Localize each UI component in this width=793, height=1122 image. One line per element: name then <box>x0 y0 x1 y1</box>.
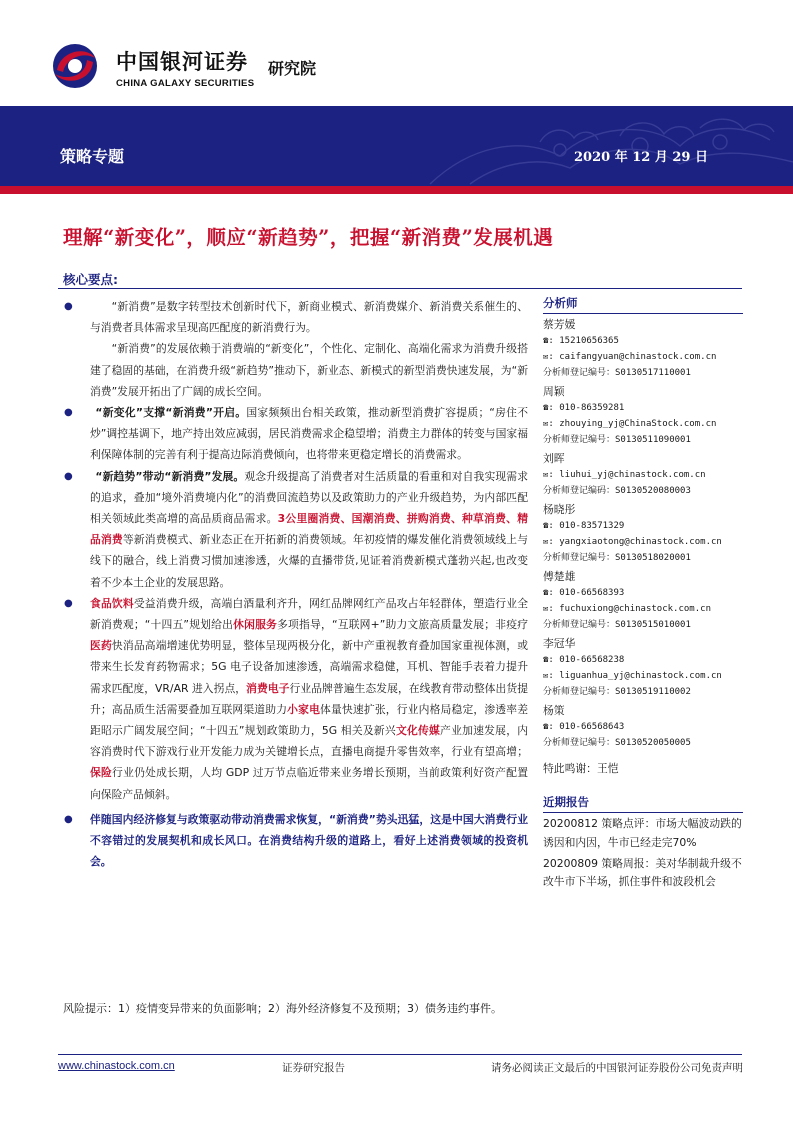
key-point-paragraph: “新消费”是数字转型技术创新时代下，新商业模式、新消费媒介、新消费关系催生的、与消费者具体需求呈现高匹配度的新消费行为。 <box>90 300 528 335</box>
phone-icon: ☎: <box>543 588 560 598</box>
analyst-email[interactable]: ✉: fuchuxiong@chinastock.com.cn <box>543 604 711 614</box>
key-point-item <box>58 809 528 873</box>
key-points-heading: 核心要点: <box>63 272 118 287</box>
analyst-registration: 分析师登记编号：S0130520050005 <box>543 738 691 748</box>
highlight-sector: 消费电子 <box>246 681 290 695</box>
analyst-phone: ☎: 010-86359281 <box>543 403 625 413</box>
footer-report-type: 证券研究报告 <box>282 1062 345 1074</box>
envelope-icon: ✉: <box>543 537 560 547</box>
logo-area <box>36 36 341 96</box>
envelope-icon: ✉: <box>543 671 560 681</box>
bullet-icon: ● <box>64 597 73 609</box>
analyst-name: 周颖 <box>543 385 565 398</box>
key-point-paragraph: “新消费”的发展依赖于消费端的“新变化”，个性化、定制化、高端化需求为消费升级搭建了稳固的基础，在消费升级“新趋势”推动下，新业态、新模式的新型消费快速发展，为“新消费”发展开拓出了广阔的成长空间。 <box>90 342 528 398</box>
analyst-name: 傅楚雄 <box>543 570 576 583</box>
highlight-sector: 医药 <box>90 639 112 653</box>
analyst-name: 杨策 <box>543 704 565 717</box>
key-point-item <box>58 466 528 593</box>
analyst-phone: ☎: 010-83571329 <box>543 521 625 531</box>
analyst-phone: ☎: 010-66568393 <box>543 588 625 598</box>
header-banner <box>0 106 793 186</box>
analyst-registration: 分析师登记编号：S0130518020001 <box>543 553 691 563</box>
analyst-list <box>543 316 743 751</box>
acknowledgement: 特此鸣谢：王恺 <box>543 762 619 775</box>
highlight-sector: 小家电 <box>287 702 321 716</box>
analysts-heading: 分析师 <box>543 292 743 314</box>
key-point-text: 等新消费模式、新业态正在开拓新的消费领域。年初疫情的爆发催化消费领域线上与线下的融合，线上消费习惯加速渗透，火爆的直播带货,见证着消费新模式蓬勃兴起,也改变着不少本土企业的发展思路。 <box>90 533 529 589</box>
highlight-sector: 食品饮料 <box>90 596 134 610</box>
phone-icon: ☎: <box>543 521 560 531</box>
bullet-icon: ● <box>64 407 73 419</box>
logo-english-name: CHINA GALAXY SECURITIES <box>116 78 255 89</box>
analyst-email[interactable]: ✉: liuhui_yj@chinastock.com.cn <box>543 470 706 480</box>
analyst-phone: ☎: 010-66568643 <box>543 722 625 732</box>
analyst-registration: 分析师登记编码：S0130520080003 <box>543 486 691 496</box>
footer-divider <box>58 1054 742 1055</box>
highlight-sector: 休闲服务 <box>233 618 278 632</box>
risk-warning: 风险提示：1）疫情变异带来的负面影响；2）海外经济修复不及预期；3）债务违约事件。 <box>63 1002 502 1015</box>
analyst-email[interactable]: ✉: caifangyuan@chinastock.com.cn <box>543 352 717 362</box>
analyst-email[interactable]: ✉: yangxiaotong@chinastock.com.cn <box>543 537 722 547</box>
analyst-name: 蔡芳媛 <box>543 318 576 331</box>
envelope-icon: ✉: <box>543 604 560 614</box>
recent-reports-heading: 近期报告 <box>543 791 743 813</box>
key-point-lead: “新趋势”带动“新消费”发展。 <box>95 469 245 483</box>
key-point-item <box>58 402 528 466</box>
recent-report-link[interactable]: 20200812 策略点评：市场大幅波动跌的诱因和内因，牛市已经走完70% <box>543 817 742 849</box>
key-point-text: 观念升级提高了消费者对生活质量的看重和对自我实现需求的追求，叠加“境外消费境内化”的消费回流趋势以及政策助力的产业升级趋势，为内部匹配相关领域此类高增的高品质商品需求。 <box>90 469 529 526</box>
analyst-phone: ☎: 15210656365 <box>543 336 619 346</box>
phone-icon: ☎: <box>543 722 560 732</box>
bullet-icon: ● <box>64 470 73 482</box>
footer-disclaimer: 请务必阅读正文最后的中国银河证券股份公司免责声明 <box>491 1062 743 1074</box>
envelope-icon: ✉: <box>543 352 560 362</box>
logo-chinese-name: 中国银河证券 <box>116 50 248 74</box>
key-point-lead: “新变化”支撑“新消费”开启。 <box>95 406 247 420</box>
envelope-icon: ✉: <box>543 419 560 429</box>
analyst-name: 刘晖 <box>543 452 565 465</box>
analyst-registration: 分析师登记编号：S0130515010001 <box>543 620 691 630</box>
analyst-name: 李冠华 <box>543 637 576 650</box>
website-link[interactable]: www.chinastock.com.cn <box>58 1060 175 1072</box>
phone-icon: ☎: <box>543 403 560 413</box>
phone-icon: ☎: <box>543 336 560 346</box>
bullet-icon: ● <box>64 301 73 312</box>
analyst-phone: ☎: 010-66568238 <box>543 655 625 665</box>
recent-report-link[interactable]: 20200809 策略周报：美对华制裁升级不改牛市下半场，抓住事件和波段机会 <box>543 856 742 889</box>
institute-label: 研究院 <box>268 59 317 78</box>
highlight-sector: 保险 <box>90 766 113 780</box>
divider <box>58 288 742 289</box>
highlight-sector: 文化传媒 <box>395 724 441 738</box>
report-category: 策略专题 <box>60 147 125 166</box>
key-point-item <box>58 296 528 402</box>
analyst-registration: 分析师登记编号：S0130511090001 <box>543 435 691 445</box>
analyst-email[interactable]: ✉: liguanhua_yj@chinastock.com.cn <box>543 671 722 681</box>
analyst-email[interactable]: ✉: zhouying_yj@ChinaStock.com.cn <box>543 419 717 429</box>
analyst-registration: 分析师登记编号：S0130519110002 <box>543 687 691 697</box>
report-date: 2020 年 12 月 29 日 <box>574 150 708 165</box>
report-title: 理解“新变化”，顺应“新趋势”，把握“新消费”发展机遇 <box>63 226 554 249</box>
bullet-icon: ● <box>64 813 73 825</box>
galaxy-logo-icon <box>51 40 99 92</box>
analyst-registration: 分析师登记编号：S0130517110001 <box>543 368 691 378</box>
analyst-name: 杨晓彤 <box>543 503 576 516</box>
sidebar <box>543 292 743 892</box>
envelope-icon: ✉: <box>543 470 560 480</box>
key-points-list <box>58 296 528 872</box>
key-point-item: ● 食品饮料受益消费升级，高端白酒量利齐升，网红品牌网红产品攻占年轻群体，塑造行业全新消费观；“十四五”规划给出休闲服务多项指导，“互联网+”助力文旅高质量发展；非疫疗医药快消品高端增速优势明显，整体呈现两极分化，新中产重视教育叠加国家重视体测，或带来生长发育药物需求；5G 电子设备加速渗透，高端需求稳健，耳机、智能手表着力提升需求匹配度，VR/AR 进入拐点，消费电子行业品牌普遍生态发展，在线教育带动整体出货提升；高品质生活需要叠加互联网渠道助力小家电体量快速扩张，行业内格局稳定，渗透率差距昭示广阔发展空间；“十四五”规划政策助力，5G 相关及新兴文化传媒产业加速发展，内容消费时代下游戏行业开发能力成为关键增长点，直播电商提升零售效率，行业有望高增；保险行业仍处成长期，人均 GDP 过万节点临近带来业务增长预期，当前政策利好资产配置向保险产品倾斜。 <box>58 593 528 805</box>
phone-icon: ☎: <box>543 655 560 665</box>
key-point-conclusion: 伴随国内经济修复与政策驱动带动消费需求恢复，“新消费”势头迅猛，这是中国大消费行业不容错过的发展契机和成长风口。在消费结构升级的道路上，看好上述消费领域的投资机会。 <box>90 812 528 869</box>
highlight-consumption-modes: 3公里圈消费、国潮消费、拼购消费、种草消费、精品消费 <box>90 512 529 547</box>
red-accent-band <box>0 186 793 194</box>
key-point-text: 国家频频出台相关政策，推动新型消费扩容提质；“房住不炒”调控基调下，地产持出效应减弱，居民消费需求企稳望增；消费主力群体的转变与国家福利保障体制的完善有利于提高边际消费倾向，也将带来更稳定增长的消费需求。 <box>90 406 529 462</box>
